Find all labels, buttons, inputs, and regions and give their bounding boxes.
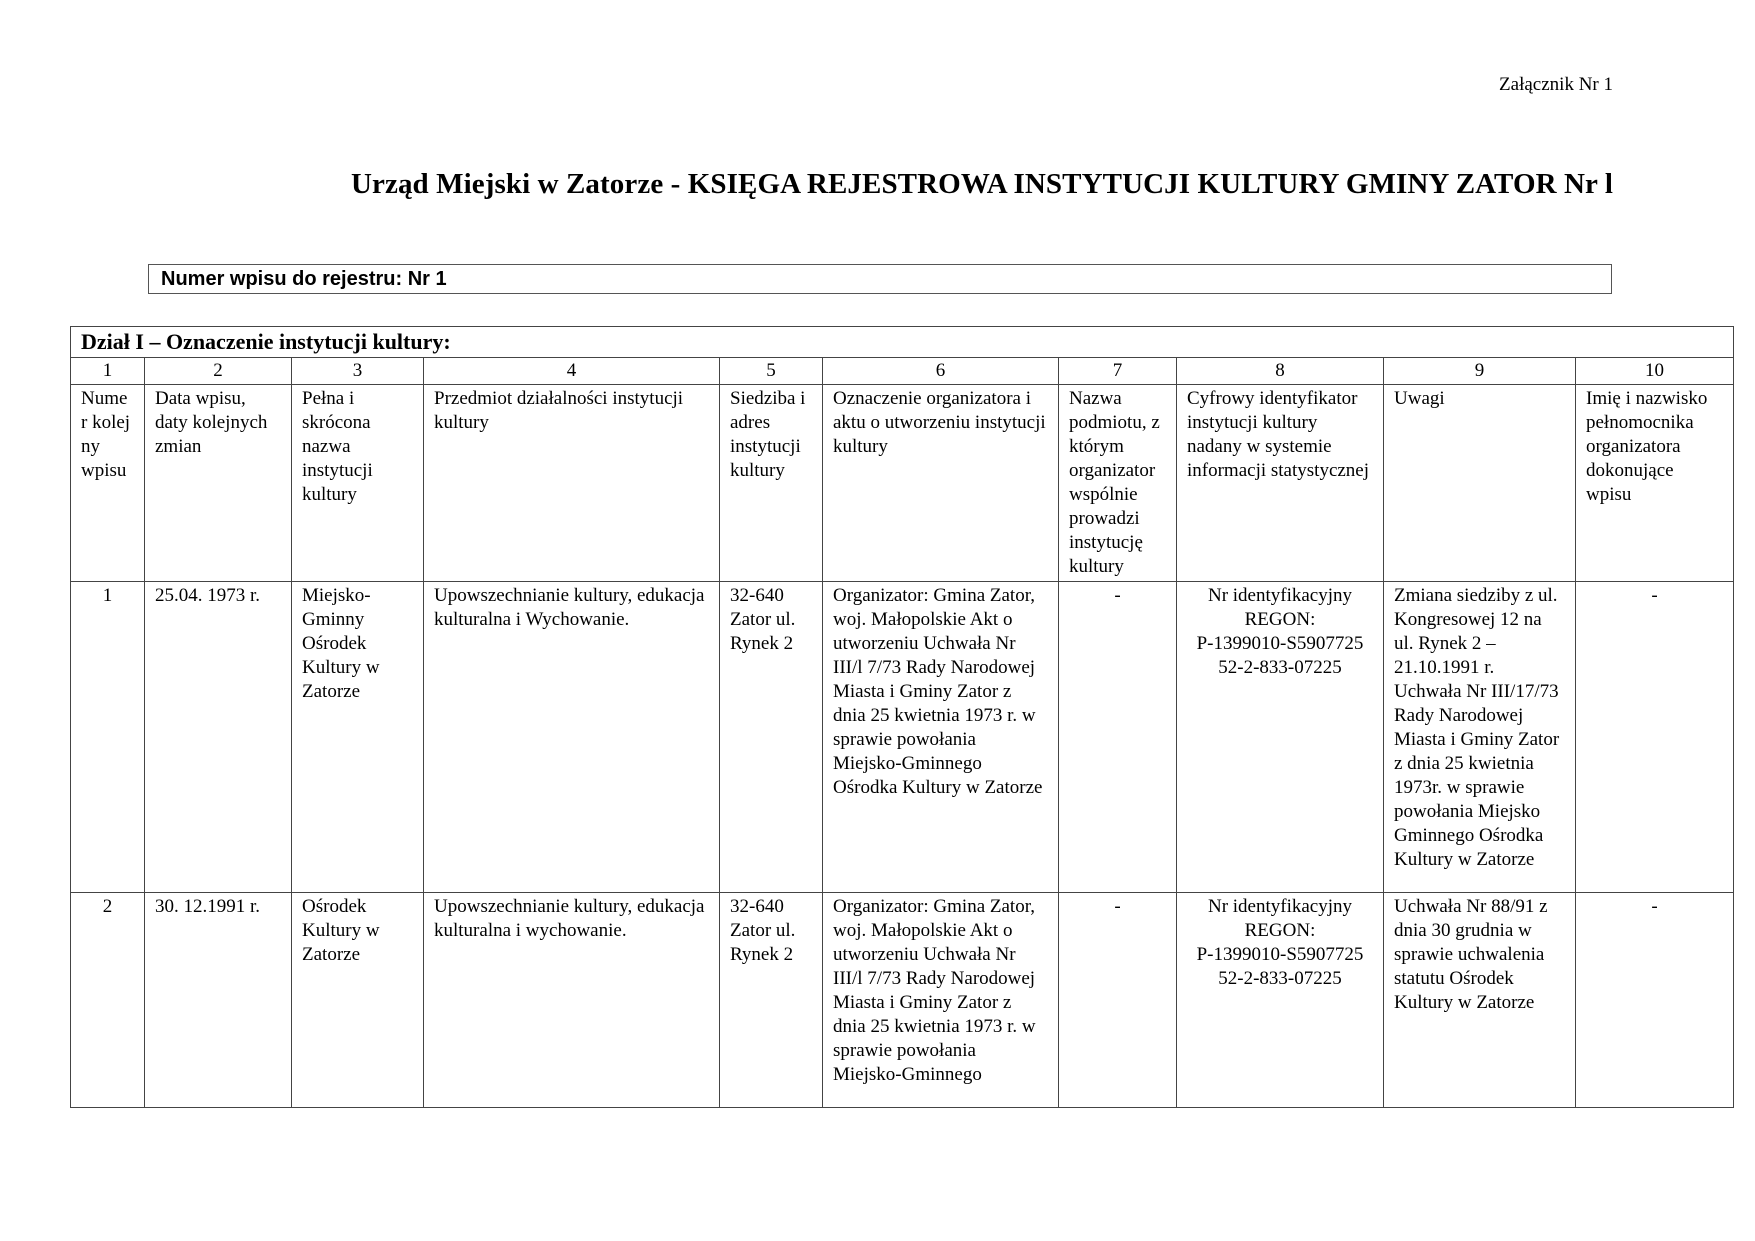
- column-header: Data wpisu, daty kolejnych zmian: [145, 385, 292, 582]
- column-number: 9: [1384, 358, 1576, 385]
- identifier-line: REGON:: [1244, 609, 1316, 630]
- organizer: Organizator: Gmina Zator, woj. Małopolskie Akt o utworzeniu Uchwała Nr III/l 7/73 Rady Narodowej Miasta i Gminy Zator z dnia 25 kwietnia 1973 r. w sprawie powołania Miejsko-Gminnego Ośrodka Kultury w Zatorze: [823, 582, 1059, 893]
- column-header: Pełna i skrócona nazwa instytucji kultury: [292, 385, 424, 582]
- section-title: Dział I – Oznaczenie instytucji kultury:: [71, 327, 1734, 358]
- entry-no: 1: [71, 582, 145, 893]
- entry-number-box: Numer wpisu do rejestru: Nr 1: [148, 264, 1612, 294]
- identifier: [1177, 893, 1384, 1108]
- column-number: 4: [424, 358, 720, 385]
- proxy: -: [1576, 582, 1734, 893]
- activity: Upowszechnianie kultury, edukacja kulturalna i wychowanie.: [424, 893, 720, 1108]
- table-row: [71, 582, 1734, 893]
- identifier-line: 52-2-833-07225: [1218, 968, 1342, 989]
- column-number: 5: [720, 358, 823, 385]
- identifier-line: Nr identyfikacyjny: [1207, 585, 1353, 606]
- identifier-line: P-1399010-S5907725: [1196, 633, 1364, 654]
- entry-date: 30. 12.1991 r.: [145, 893, 292, 1108]
- column-number: 6: [823, 358, 1059, 385]
- column-header: Oznaczenie organizatora i aktu o utworzeniu instytucji kultury: [823, 385, 1059, 582]
- column-header: Cyfrowy identyfikator instytucji kultury nadany w systemie informacji statystycznej: [1177, 385, 1384, 582]
- identifier-line: Nr identyfikacyjny: [1207, 896, 1353, 917]
- identifier-line: P-1399010-S5907725: [1196, 944, 1364, 965]
- column-number-row: [71, 358, 1734, 385]
- seat-address: 32-640 Zator ul. Rynek 2: [720, 582, 823, 893]
- header-row: [71, 385, 1734, 582]
- column-number: 2: [145, 358, 292, 385]
- partner: -: [1059, 893, 1177, 1108]
- seat-address: 32-640 Zator ul. Rynek 2: [720, 893, 823, 1108]
- register-table: [70, 326, 1734, 1108]
- notes: Uchwała Nr 88/91 z dnia 30 grudnia w sprawie uchwalenia statutu Ośrodek Kultury w Zatorze: [1384, 893, 1576, 1108]
- column-number: 7: [1059, 358, 1177, 385]
- proxy: -: [1576, 893, 1734, 1108]
- annex-label: Załącznik Nr 1: [1499, 74, 1613, 95]
- table-row: [71, 893, 1734, 1108]
- identifier-line: 52-2-833-07225: [1218, 657, 1342, 678]
- section-title-row: [71, 327, 1734, 358]
- identifier: [1177, 582, 1384, 893]
- column-number: 8: [1177, 358, 1384, 385]
- column-header: Uwagi: [1384, 385, 1576, 582]
- identifier-line: REGON:: [1244, 920, 1316, 941]
- entry-no: 2: [71, 893, 145, 1108]
- column-header: Siedziba i adres instytucji kultury: [720, 385, 823, 582]
- organizer: Organizator: Gmina Zator, woj. Małopolskie Akt o utworzeniu Uchwała Nr III/l 7/73 Rady Narodowej Miasta i Gminy Zator z dnia 25 kwietnia 1973 r. w sprawie powołania Miejsko-Gminnego: [823, 893, 1059, 1108]
- document-title: Urząd Miejski w Zatorze - KSIĘGA REJESTROWA INSTYTUCJI KULTURY GMINY ZATOR Nr l: [350, 168, 1613, 200]
- column-header: Przedmiot działalności instytucji kultury: [424, 385, 720, 582]
- column-header: Nazwa podmiotu, z którym organizator wspólnie prowadzi instytucję kultury: [1059, 385, 1177, 582]
- column-number: 1: [71, 358, 145, 385]
- column-number: 3: [292, 358, 424, 385]
- column-header: Nume r kolej ny wpisu: [71, 385, 145, 582]
- institution-name: Ośrodek Kultury w Zatorze: [292, 893, 424, 1108]
- institution-name: Miejsko-Gminny Ośrodek Kultury w Zatorze: [292, 582, 424, 893]
- notes: Zmiana siedziby z ul. Kongresowej 12 na ul. Rynek 2 – 21.10.1991 r. Uchwała Nr III/17/73 Rady Narodowej Miasta i Gminy Zator z dnia 25 kwietnia 1973r. w sprawie powołania Miejsko Gminnego Ośrodka Kultury w Zatorze: [1384, 582, 1576, 893]
- partner: -: [1059, 582, 1177, 893]
- column-header: Imię i nazwisko pełnomocnika organizatora dokonujące wpisu: [1576, 385, 1734, 582]
- entry-date: 25.04. 1973 r.: [145, 582, 292, 893]
- activity: Upowszechnianie kultury, edukacja kulturalna i Wychowanie.: [424, 582, 720, 893]
- column-number: 10: [1576, 358, 1734, 385]
